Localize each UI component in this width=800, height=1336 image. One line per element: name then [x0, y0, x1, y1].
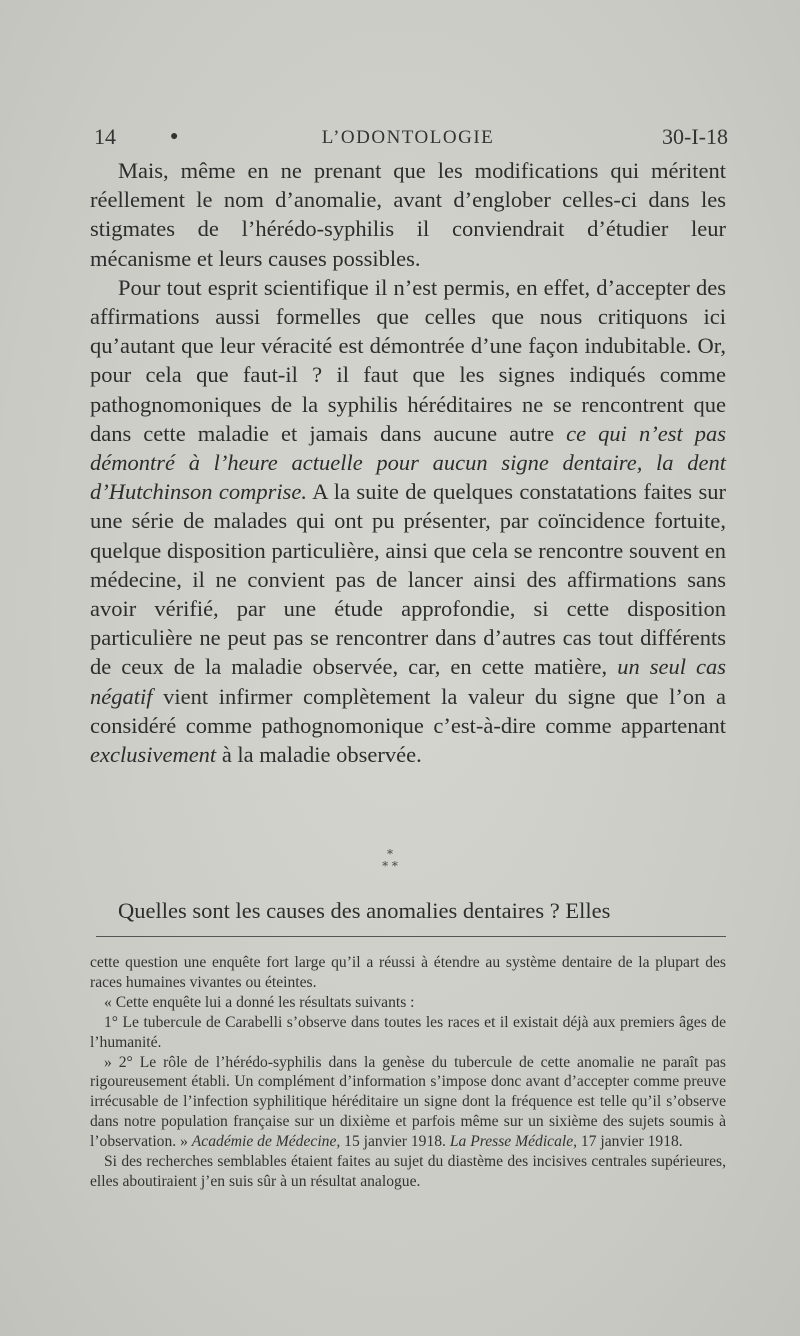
- footnote-line-2: « Cette enquête lui a donné les résultats suivants :: [104, 993, 415, 1011]
- paragraph-2-text-b: A la suite de quelques constatations faites sur une série de malades qui ont pu présenter, par coïncidence fortuite, quelque disposition particulière, ainsi que cela se rencontre souvent en médecine, il ne convient pas de lancer ainsi des affirmations sans avoir vérifié, par une étude approfondie, si cette disposition particulière ne peut pas se rencontrer dans d’autres cas tout différents de ceux de la maladie observée, car, en cette matière,: [90, 479, 726, 680]
- paragraph-1: Mais, même en ne prenant que les modifications qui méritent réellement le nom d’anomalie, avant d’englober celles-ci dans les stigmates de l’hérédo-syphilis il conviendrait d’étudier leur mécanisme et leurs causes possibles.: [90, 158, 726, 271]
- separator-star-top: *: [387, 847, 393, 861]
- footnote-line-4: [90, 1053, 726, 1153]
- paragraph-2-text-d: à la maladie observée.: [216, 742, 422, 768]
- paragraph-2: [90, 273, 726, 769]
- paragraph-2-italic-a: ce qui n’est pas démontré à l’heure actuelle pour aucun signe dentaire, la dent d’Hutchinson comprise.: [90, 420, 727, 505]
- paragraph-2-italic-b: un seul cas négatif: [90, 654, 726, 709]
- issue-date: 30-I-18: [662, 124, 728, 149]
- closing-line: Quelles sont les causes des anomalies dentaires ? Elles: [118, 898, 611, 923]
- paragraph-2-text-a: Pour tout esprit scientifique il n’est permis, en effet, d’accepter des affirmations aussi formelles que celles que nous critiquons ici qu’autant que leur véracité est démontrée d’une façon indubitable. Or, pour cela que faut-il ? il faut que les signes indiqués comme pathognomoniques de la syphilis héréditaires ne se rencontrent que dans cette maladie et jamais dans aucune autre: [90, 274, 726, 446]
- main-text: [90, 156, 726, 769]
- page-number: 14: [94, 124, 116, 149]
- footnote-date-1: 15 janvier 1918.: [340, 1133, 450, 1151]
- paragraph-2-italic-c: exclusivement: [90, 742, 217, 768]
- footnote-quote: » 2° Le rôle de l’hérédo-syphilis dans la genèse du tubercule de cette anomalie ne paraît pas rigoureusement établi. Un complément d’information s’impose donc avant d’accepter comme preuve irrécusable de l’infection syphilitique héréditaire un signe dont la fréquence est telle qu’il s’observe dans notre population française sur un dixième et parfois même sur un sixième des sujets soumis à l’observation. »: [90, 1053, 726, 1151]
- footnote-source-2: La Presse Médicale,: [449, 1133, 578, 1151]
- footnote-rule: [96, 936, 726, 937]
- footnote: [90, 953, 726, 1192]
- separator-stars-bottom: * *: [382, 859, 398, 873]
- section-separator: [370, 848, 410, 878]
- paragraph-2-text-c: vient infirmer complètement la valeur du signe que l’on a considéré comme pathognomonique c’est-à-dire comme appartenant: [90, 683, 726, 738]
- ornament-dot: ●: [170, 129, 179, 144]
- footnote-line-3: 1° Le tubercule de Carabelli s’observe dans toutes les races et il existait déjà aux premiers âges de l’humanité.: [90, 1013, 726, 1051]
- running-header: [88, 124, 728, 154]
- footnote-source-1: Académie de Médecine,: [191, 1133, 341, 1151]
- footnote-line-5: Si des recherches semblables étaient faites au sujet du diastème des incisives centrales supérieures, elles aboutiraient j’en suis sûr à un résultat analogue.: [90, 1153, 726, 1190]
- running-title: L’ODONTOLOGIE: [321, 127, 495, 148]
- footnote-line-1: cette question une enquête fort large qu’il a réussi à étendre au système dentaire de la plupart des races humaines vivantes ou éteintes.: [90, 954, 726, 991]
- footnote-date-2: 17 janvier 1918.: [577, 1133, 683, 1151]
